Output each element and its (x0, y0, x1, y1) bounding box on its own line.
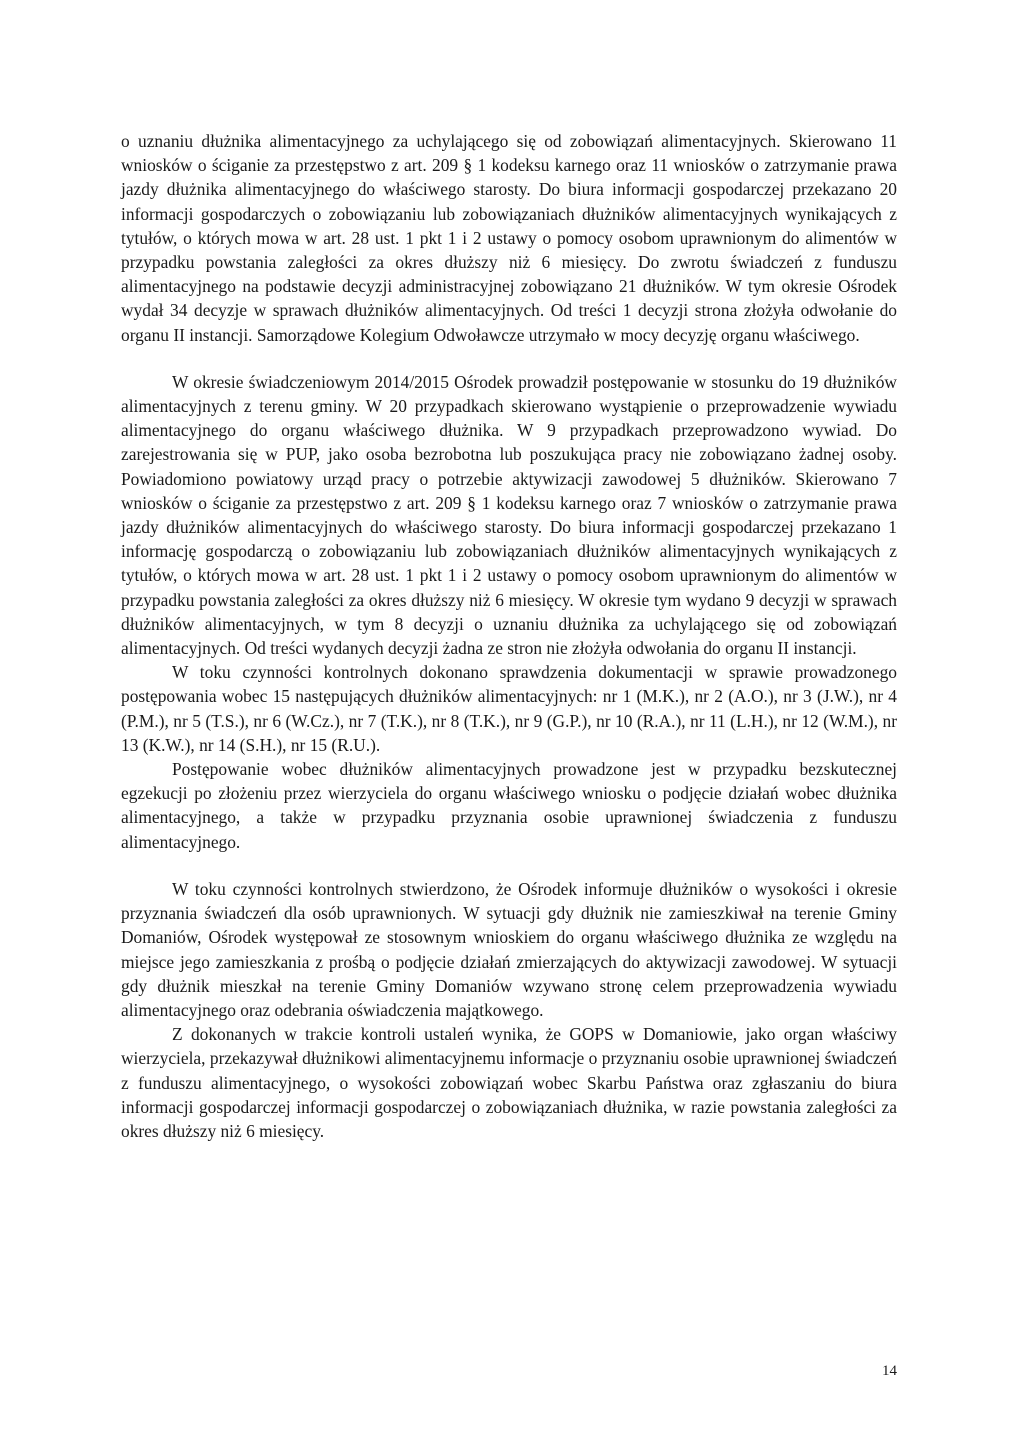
paragraph-benefit-period-2014-2015: W okresie świadczeniowym 2014/2015 Ośrodek prowadził postępowanie w stosunku do 19 dłużników alimentacyjnych z terenu gminy. W 20 przypadkach skierowano wystąpienie o przeprowadzenie wywiadu alimentacyjnego do organu właściwego dłużnika. W 9 przypadkach przeprowadzono wywiad. Do zarejestrowania się w PUP, jako osoba bezrobotna lub poszukująca pracy nie zobowiązano żadnej osoby. Powiadomiono powiatowy urząd pracy o potrzebie aktywizacji zawodowej 5 dłużników. Skierowano 7 wniosków o ściganie za przestępstwo z art. 209 § 1 kodeksu karnego oraz 7 wniosków o zatrzymanie prawa jazdy dłużników alimentacyjnych do właściwego starosty. Do biura informacji gospodarczej przekazano 1 informację gospodarczą o zobowiązaniu lub zobowiązaniach dłużników alimentacyjnych wynikających z tytułów, o których mowa w art. 28 ust. 1 pkt 1 i 2 ustawy o pomocy osobom uprawnionym do alimentów w przypadku powstania zaległości za okres dłuższy niż 6 miesięcy. W okresie tym wydano 9 decyzji w sprawach dłużników alimentacyjnych, w tym 8 decyzji o uznaniu dłużnika za uchylającego się od zobowiązań alimentacyjnych. Od treści wydanych decyzji żadna ze stron nie złożyła odwołania do organu II instancji. (121, 371, 897, 659)
paragraph-gap (121, 854, 897, 877)
document-body (121, 129, 897, 1143)
page-number: 14 (882, 1363, 897, 1379)
paragraph-control-findings: W toku czynności kontrolnych stwierdzono, że Ośrodek informuje dłużników o wysokości i okresie przyznania świadczeń dla osób uprawnionych. W sytuacji gdy dłużnik nie zamieszkiwał na terenie Gminy Domaniów, Ośrodek występował ze stosownym wnioskiem do organu właściwego dłużnika ze względu na miejsce jego zamieszkania z prośbą o podjęcie działań zmierzających do aktywizacji zawodowej. W sytuacji gdy dłużnik mieszkał na terenie Gminy Domaniów wzywano stronę celem przeprowadzenia wywiadu alimentacyjnego oraz odebrania oświadczenia majątkowego. (121, 878, 897, 1020)
paragraph-decisions-summary: o uznaniu dłużnika alimentacyjnego za uchylającego się od zobowiązań alimentacyjnych. Skierowano 11 wniosków o ściganie za przestępstwo z art. 209 § 1 kodeksu karnego oraz 11 wniosków o zatrzymanie prawa jazdy dłużnika alimentacyjnego do właściwego starosty. Do biura informacji gospodarczej przekazano 20 informacji gospodarczych o zobowiązaniu lub zobowiązaniach dłużników alimentacyjnych wynikających z tytułów, o których mowa w art. 28 ust. 1 pkt 1 i 2 ustawy o pomocy osobom uprawnionym do alimentów w przypadku powstania zaległości za okres dłuższy niż 6 miesięcy. Do zwrotu świadczeń z funduszu alimentacyjnego na podstawie decyzji administracyjnej zobowiązano 21 dłużników. W tym okresie Ośrodek wydał 34 decyzje w sprawach dłużników alimentacyjnych. Od treści 1 decyzji strona złożyła odwołanie do organu II instancji. Samorządowe Kolegium Odwoławcze utrzymało w mocy decyzję organu właściwego. (121, 131, 897, 345)
paragraph-control-conclusions: Z dokonanych w trakcie kontroli ustaleń wynika, że GOPS w Domaniowie, jako organ właściwy wierzyciela, przekazywał dłużnikowi alimentacyjnemu informacje o przyznaniu osobie uprawnionej świadczeń z funduszu alimentacyjnego, o wysokości zobowiązań wobec Skarbu Państwa oraz zgłaszaniu do biura informacji gospodarczej informacji gospodarczej o zobowiązaniach dłużnika, w razie powstania zaległości za okres dłuższy niż 6 miesięcy. (121, 1024, 897, 1141)
paragraph-proceedings-conditions: Postępowanie wobec dłużników alimentacyjnych prowadzone jest w przypadku bezskutecznej egzekucji po złożeniu przez wierzyciela do organu właściwego wniosku o podjęcie działań wobec dłużnika alimentacyjnego, a także w przypadku przyznania osobie uprawnionej świadczenia z funduszu alimentacyjnego. (121, 759, 897, 852)
paragraph-inspected-debtors: W toku czynności kontrolnych dokonano sprawdzenia dokumentacji w sprawie prowadzonego postępowania wobec 15 następujących dłużników alimentacyjnych: nr 1 (M.K.), nr 2 (A.O.), nr 3 (J.W.), nr 4 (P.M.), nr 5 (T.S.), nr 6 (W.Cz.), nr 7 (T.K.), nr 8 (T.K.), nr 9 (G.P.), nr 10 (R.A.), nr 11 (L.H.), nr 12 (W.M.), nr 13 (K.W.), nr 14 (S.H.), nr 15 (R.U.). (121, 662, 897, 755)
paragraph-gap (121, 347, 897, 370)
